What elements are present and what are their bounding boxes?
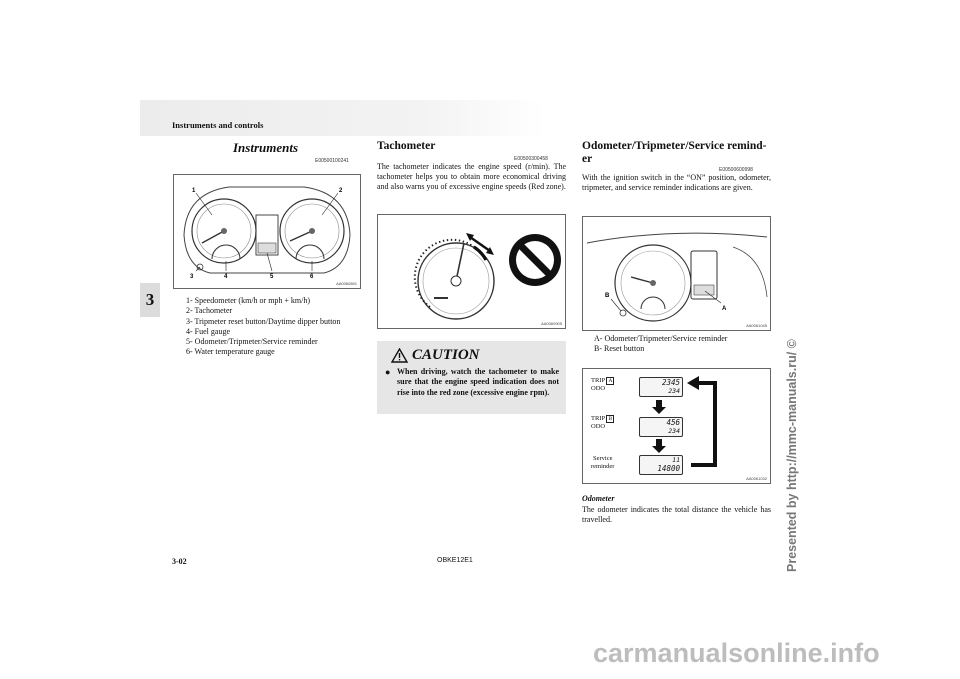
odometer-title-line2: er xyxy=(582,153,593,165)
bottom-watermark: carmanualsonline.info xyxy=(593,638,880,668)
cycle-arrows xyxy=(583,369,770,483)
trip-b-box: B xyxy=(608,416,613,422)
down-arrow-icon xyxy=(652,400,666,414)
trip-a-box: A xyxy=(608,378,613,384)
tachometer-figure-code: AA0060905 xyxy=(541,321,562,326)
instrument-cluster-figure xyxy=(173,174,361,289)
list-item: 3- Tripmeter reset button/Daytime dipper button xyxy=(186,316,341,326)
trip-b-label: TRIP B ODO xyxy=(591,415,613,430)
odometer-title-line1: Odometer/Tripmeter/Service remind- xyxy=(582,140,767,152)
odometer-figure1-code: AA0061045 xyxy=(746,323,767,328)
instruments-title: Instruments xyxy=(233,140,299,155)
instruments-list xyxy=(186,296,366,358)
tachometer-code: E00500300458 xyxy=(514,156,548,162)
list-item: 4- Fuel gauge xyxy=(186,326,230,336)
odometer-subtitle: Odometer xyxy=(582,494,615,503)
service-reminder-display: 11 14800 xyxy=(639,455,683,475)
callout-a: A xyxy=(722,306,727,312)
list-item: A- Odometer/Tripmeter/Service reminder xyxy=(594,334,728,343)
tachometer-illustration xyxy=(378,215,565,328)
instruments-code: E00500100241 xyxy=(315,158,349,164)
trip-a-label: TRIP A ODO xyxy=(591,377,613,392)
callout-2: 2 xyxy=(339,188,343,194)
down-arrow-icon xyxy=(652,439,666,453)
callout-b: B xyxy=(605,293,610,299)
bullet-icon: ● xyxy=(385,367,391,377)
list-item: B- Reset button xyxy=(594,344,645,354)
odometer-sub-body: The odometer indicates the total distance the vehicle has travelled. xyxy=(582,505,771,525)
warning-triangle-icon xyxy=(391,348,408,363)
caution-text: When driving, watch the tachometer to make sure that the engine speed indication does not rise into the red zone (excessive engine rpm). xyxy=(397,367,559,397)
odometer-figure2-code: AA0061032 xyxy=(746,476,767,481)
caution-title: CAUTION xyxy=(412,347,480,363)
instrument-cluster-illustration xyxy=(174,175,360,288)
list-item: 2- Tachometer xyxy=(186,306,233,316)
trip-b-display: 456 234 xyxy=(639,417,683,437)
callout-3: 3 xyxy=(190,274,194,280)
odometer-legend xyxy=(594,334,774,355)
side-watermark: Presented by http://mmc-manuals.ru/ © xyxy=(785,339,799,572)
callout-4: 4 xyxy=(224,274,228,280)
tachometer-body: The tachometer indicates the engine speed (r/min). The tachometer helps you to obtain more economical driving and also warns you of excessive engine speeds (Red zone). xyxy=(377,162,566,192)
odometer-location-illustration xyxy=(583,217,770,330)
list-item: 6- Water temperature gauge xyxy=(186,347,275,357)
instruments-figure-code: AA0060891 xyxy=(336,281,357,286)
tachometer-title: Tachometer xyxy=(377,140,436,152)
callout-6: 6 xyxy=(310,274,314,280)
tachometer-figure xyxy=(377,214,566,329)
document-code: OBKE12E1 xyxy=(437,557,473,564)
display-modes-figure xyxy=(582,368,771,484)
trip-a-display: 2345 234 xyxy=(639,377,683,397)
service-reminder-label: Service reminder xyxy=(591,455,615,470)
callout-5: 5 xyxy=(270,274,274,280)
header-band xyxy=(140,100,545,136)
list-item: 5- Odometer/Tripmeter/Service reminder xyxy=(186,337,318,347)
page-number: 3-02 xyxy=(172,557,187,566)
return-arrow-icon xyxy=(687,376,715,465)
odometer-location-figure xyxy=(582,216,771,331)
chapter-tab: 3 xyxy=(140,283,160,317)
caution-box xyxy=(377,341,566,414)
odometer-body: With the ignition switch in the “ON” position, odometer, tripmeter, and service reminder indications are given. xyxy=(582,173,771,193)
header-title: Instruments and controls xyxy=(172,120,264,130)
callout-1: 1 xyxy=(192,188,196,194)
odometer-code: E00500600998 xyxy=(719,167,753,173)
list-item: 1- Speedometer (km/h or mph + km/h) xyxy=(186,296,311,305)
